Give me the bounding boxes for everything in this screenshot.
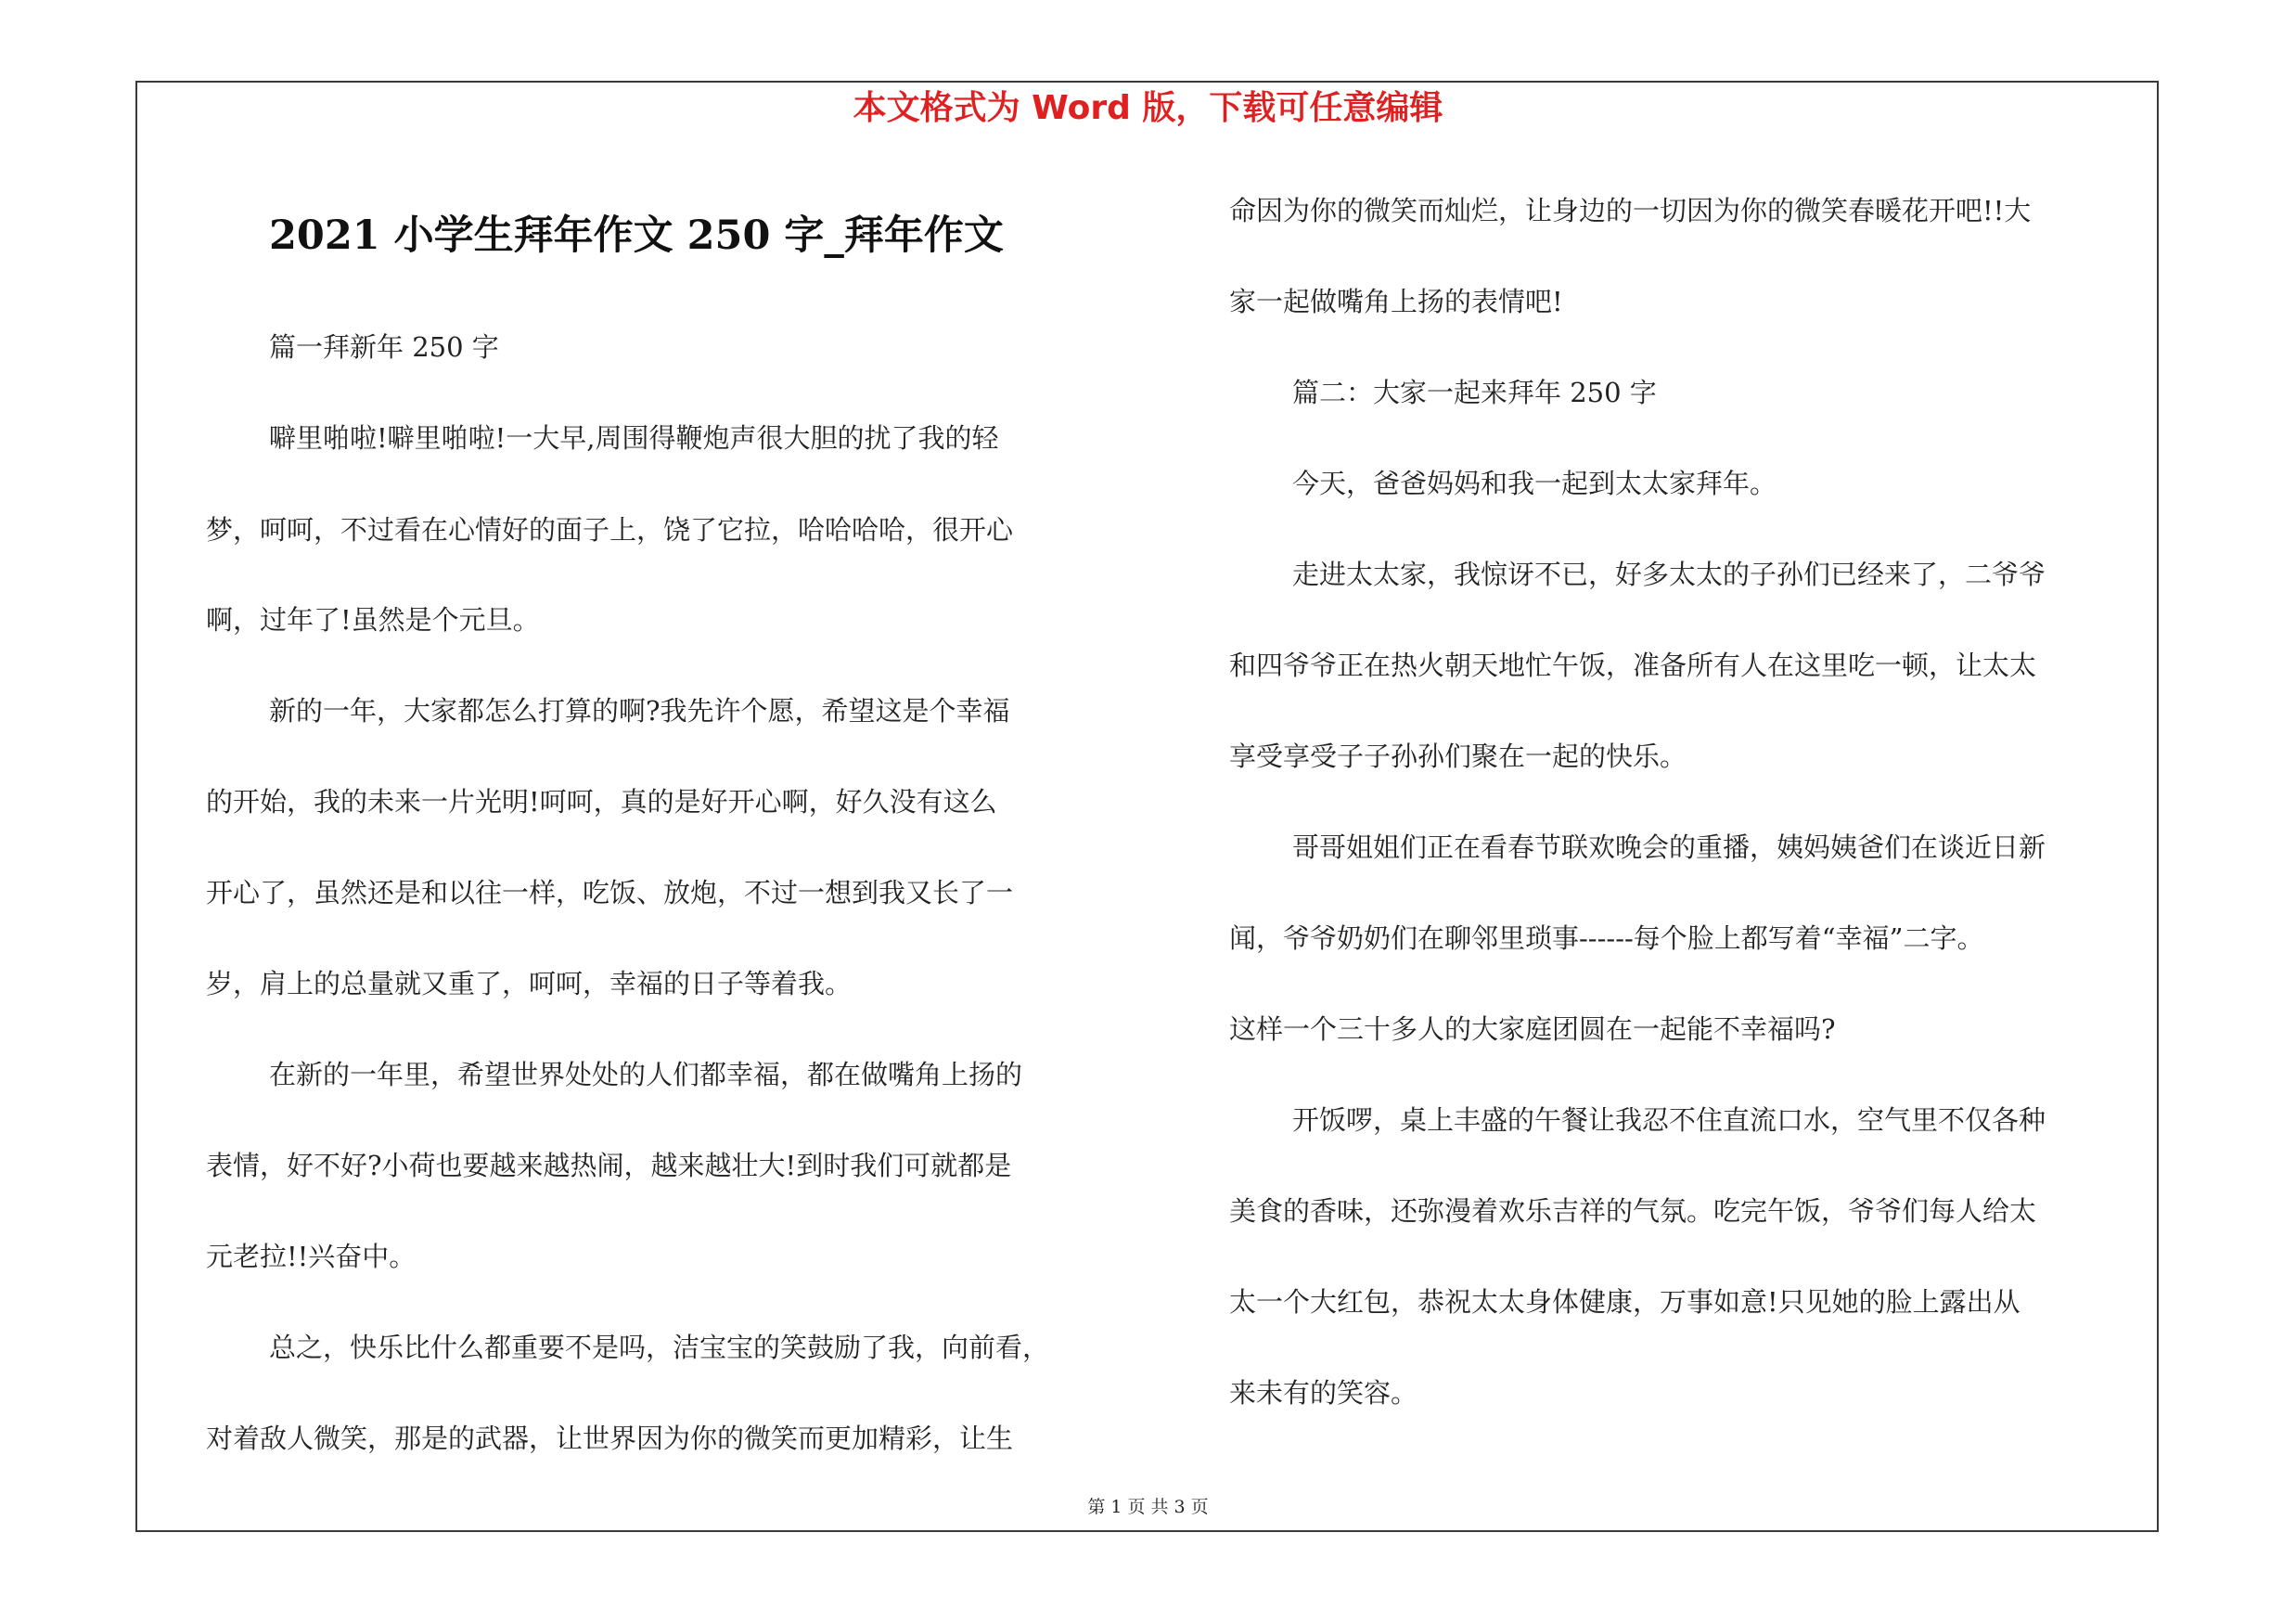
left-paragraph-line: 对着敌人微笑，那是的武器，让世界因为你的微笑而更加精彩，让生: [206, 1423, 1014, 1454]
right-paragraph-line: 哥哥姐姐们正在看春节联欢晚会的重播，姨妈姨爸们在谈近日新: [1292, 831, 2046, 863]
right-paragraph-line: 来未有的笑容。: [1229, 1377, 1418, 1409]
right-paragraph-line: 和四爷爷正在热火朝天地忙午饭，准备所有人在这里吃一顿，让太太: [1229, 650, 2037, 681]
left-paragraph-line: 新的一年，大家都怎么打算的啊?我先许个愿，希望这是个幸福: [269, 695, 1010, 727]
format-notice-banner: 本文格式为 Word 版，下载可任意编辑: [853, 89, 1443, 127]
right-paragraph-line: 这样一个三十多人的大家庭团圆在一起能不幸福吗?: [1229, 1013, 1836, 1045]
left-paragraph-line: 岁，肩上的总量就又重了，呵呵，幸福的日子等着我。: [206, 968, 853, 999]
left-paragraph-line: 元老拉!!兴奋中。: [206, 1241, 417, 1272]
right-paragraph-line: 命因为你的微笑而灿烂，让身边的一切因为你的微笑春暖花开吧!!大: [1229, 195, 2032, 226]
right-paragraph-line: 篇二：大家一起来拜年 250 字: [1292, 377, 1657, 408]
right-paragraph-line: 开饭啰，桌上丰盛的午餐让我忍不住直流口水，空气里不仅各种: [1292, 1104, 2046, 1136]
right-paragraph-line: 走进太太家，我惊讶不已，好多太太的子孙们已经来了，二爷爷: [1292, 559, 2046, 590]
right-paragraph-line: 美食的香味，还弥漫着欢乐吉祥的气氛。吃完午饭，爷爷们每人给太: [1229, 1195, 2037, 1227]
left-paragraph-line: 噼里啪啦!噼里啪啦!一大早,周围得鞭炮声很大胆的扰了我的轻: [269, 422, 999, 454]
right-paragraph-line: 闻，爷爷奶奶们在聊邻里琐事------每个脸上都写着“幸福”二字。: [1229, 922, 1984, 954]
left-paragraph-line: 在新的一年里，希望世界处处的人们都幸福，都在做嘴角上扬的: [269, 1059, 1023, 1090]
left-paragraph-line: 的开始，我的未来一片光明!呵呵，真的是好开心啊，好久没有这么: [206, 786, 997, 818]
left-paragraph-line: 开心了，虽然还是和以往一样，吃饭、放炮，不过一想到我又长了一: [206, 877, 1014, 908]
page-number-footer: 第 1 页 共 3 页: [1087, 1497, 1209, 1517]
left-paragraph-line: 篇一拜新年 250 字: [269, 331, 499, 363]
left-paragraph-line: 总之，快乐比什么都重要不是吗，洁宝宝的笑鼓励了我，向前看，: [269, 1332, 1050, 1363]
left-paragraph-line: 梦，呵呵，不过看在心情好的面子上，饶了它拉，哈哈哈哈，很开心: [206, 514, 1014, 546]
left-paragraph-line: 表情，好不好?小荷也要越来越热闹，越来越壮大!到时我们可就都是: [206, 1150, 1012, 1181]
right-paragraph-line: 家一起做嘴角上扬的表情吧!: [1229, 286, 1563, 317]
document-title: 2021 小学生拜年作文 250 字_拜年作文: [269, 213, 1004, 259]
right-paragraph-line: 享受享受子子孙孙们聚在一起的快乐。: [1229, 741, 1687, 772]
right-paragraph-line: 太一个大红包，恭祝太太身体健康，万事如意!只见她的脸上露出从: [1229, 1286, 2020, 1318]
left-paragraph-line: 啊，过年了!虽然是个元旦。: [206, 604, 540, 636]
right-paragraph-line: 今天，爸爸妈妈和我一起到太太家拜年。: [1292, 468, 1777, 499]
